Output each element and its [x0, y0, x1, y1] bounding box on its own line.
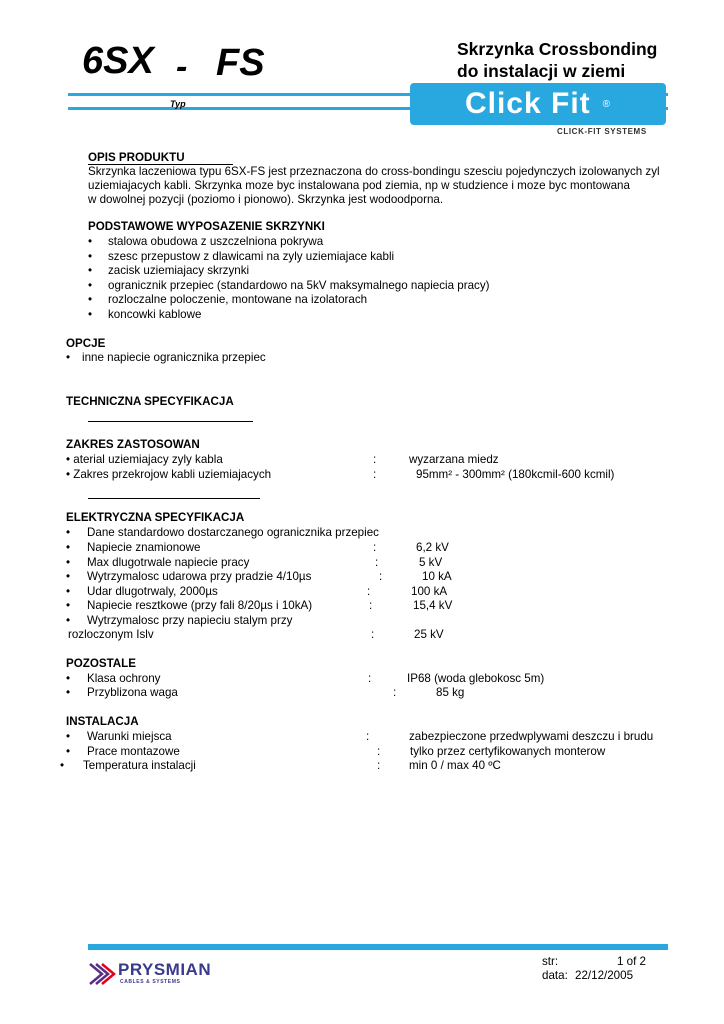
pozostale-value: IP68 (woda glebokosc 5m): [407, 672, 545, 685]
instalacja-value: tylko przez certyfikowanych monterow: [410, 745, 606, 758]
elektryczna-value: 100 kA: [411, 585, 448, 598]
prysmian-brand: PRYSMIAN: [118, 960, 212, 979]
instalacja-row: • Warunki miejsca: [66, 730, 172, 743]
wyposazenie-heading: PODSTAWOWE WYPOSAZENIE SKRZYNKI: [88, 220, 325, 233]
wyposazenie-item: • ogranicznik przepiec (standardowo na 5kV maksymalnego napiecia pracy): [88, 279, 490, 292]
elektryczna-row: • Dane standardowo dostarczanego ogranicznika przepiec: [66, 526, 379, 539]
date-value: 22/12/2005: [575, 969, 634, 982]
elektryczna-value: 5 kV: [419, 556, 443, 569]
instalacja-colon: :: [377, 745, 381, 758]
elektryczna-colon: :: [367, 585, 371, 598]
product-title-line2: do instalacji w ziemi: [457, 61, 626, 81]
instalacja-value: min 0 / max 40 ºC: [409, 759, 501, 772]
elektryczna-heading: ELEKTRYCZNA SPECYFIKACJA: [66, 511, 245, 524]
opis-line-2: uziemiajacych kabli. Skrzynka moze byc instalowana pod ziemia, np w studzience i moze byc montowana: [88, 179, 630, 192]
date-label: data:: [542, 969, 568, 982]
elektryczna-last-label: rozloczonym Islv: [68, 628, 154, 641]
wyposazenie-item: • stalowa obudowa z uszczelniona pokrywa: [88, 235, 324, 248]
pozostale-row: • Klasa ochrony: [66, 672, 161, 685]
registered-mark: ®: [602, 98, 612, 110]
elektryczna-value: 25 kV: [414, 628, 444, 641]
logo-text: Click Fit: [464, 87, 591, 120]
elektryczna-row: • Udar dlugotrwaly, 2000µs: [66, 585, 218, 598]
wyposazenie-item: • koncowki kablowe: [88, 308, 202, 321]
page-value: 1 of 2: [617, 955, 647, 968]
pozostale-colon: :: [368, 672, 372, 685]
model-code-left: 6SX: [82, 40, 154, 82]
logo-subtitle: CLICK-FIT SYSTEMS: [557, 127, 647, 136]
pozostale-row: • Przyblizona waga: [66, 686, 178, 699]
zakres-row-value: wyzarzana miedz: [409, 453, 499, 466]
pozostale-heading: POZOSTALE: [66, 657, 136, 670]
techniczna-heading: TECHNICZNA SPECYFIKACJA: [66, 395, 234, 408]
pozostale-colon: :: [393, 686, 397, 699]
wyposazenie-item: • zacisk uziemiajacy skrzynki: [88, 264, 250, 277]
elektryczna-row: • Napiecie znamionowe: [66, 541, 201, 554]
instalacja-row: • Prace montazowe: [66, 745, 180, 758]
elektryczna-value: 6,2 kV: [416, 541, 449, 554]
opis-line-3: w dowolnej pozycji (poziomo i pionowo). Skrzynka jest wodoodporna.: [88, 193, 444, 206]
zakres-row-colon: :: [373, 453, 377, 466]
opcje-heading: OPCJE: [66, 337, 106, 350]
divider-line: [88, 421, 253, 422]
zakres-heading: ZAKRES ZASTOSOWAN: [66, 438, 200, 451]
elektryczna-colon: :: [371, 628, 375, 641]
elektryczna-colon: :: [373, 541, 377, 554]
prysmian-logo: [88, 958, 238, 992]
zakres-row-colon: :: [373, 468, 377, 481]
model-code-right: FS: [216, 42, 265, 84]
divider-line: [88, 498, 260, 499]
opcje-item: • inne napiecie ogranicznika przepiec: [66, 351, 266, 364]
instalacja-value: zabezpieczone przedwplywami deszczu i brudu: [409, 730, 654, 743]
instalacja-heading: INSTALACJA: [66, 715, 139, 728]
elektryczna-value: 10 kA: [422, 570, 452, 583]
pozostale-value: 85 kg: [436, 686, 465, 699]
elektryczna-row: • Napiecie resztkowe (przy fali 8/20µs i 10kA): [66, 599, 313, 612]
elektryczna-row: • Wytrzymalosc przy napieciu stalym przy: [66, 614, 293, 627]
elektryczna-colon: :: [375, 556, 379, 569]
elektryczna-value: 15,4 kV: [413, 599, 453, 612]
prysmian-subtitle: CABLES & SYSTEMS: [120, 979, 181, 985]
elektryczna-row: • Max dlugotrwale napiecie pracy: [66, 556, 250, 569]
model-code-dash: -: [176, 48, 188, 86]
product-title-line1: Skrzynka Crossbonding: [457, 39, 658, 59]
product-title: [457, 38, 657, 82]
instalacja-row: • Temperatura instalacji: [60, 759, 196, 772]
click-fit-logo: [410, 83, 666, 125]
wyposazenie-item: • szesc przepustow z dlawicami na zyly uziemiajace kabli: [88, 250, 395, 263]
opis-heading: OPIS PRODUKTU: [88, 151, 185, 164]
zakres-row-value: 95mm² - 300mm² (180kcmil-600 kcmil): [416, 468, 615, 481]
zakres-row-label: • aterial uziemiajacy zyly kabla: [66, 453, 223, 466]
zakres-row-label: • Zakres przekrojow kabli uziemiajacych: [66, 468, 272, 481]
elektryczna-colon: :: [379, 570, 383, 583]
prysmian-mark-icon: [88, 960, 118, 988]
page-label: str:: [542, 955, 559, 968]
wyposazenie-item: • rozloczalne poloczenie, montowane na izolatorach: [88, 293, 368, 306]
elektryczna-row: • Wytrzymalosc udarowa przy pradzie 4/10µs: [66, 570, 312, 583]
instalacja-colon: :: [377, 759, 381, 772]
opis-line-1: Skrzynka laczeniowa typu 6SX-FS jest przeznaczona do cross-bondingu szesciu pojedynczych izolowanych zyl: [88, 165, 660, 178]
elektryczna-colon: :: [369, 599, 373, 612]
typ-label: Typ: [170, 99, 186, 109]
instalacja-colon: :: [366, 730, 370, 743]
footer-line: [88, 944, 668, 950]
